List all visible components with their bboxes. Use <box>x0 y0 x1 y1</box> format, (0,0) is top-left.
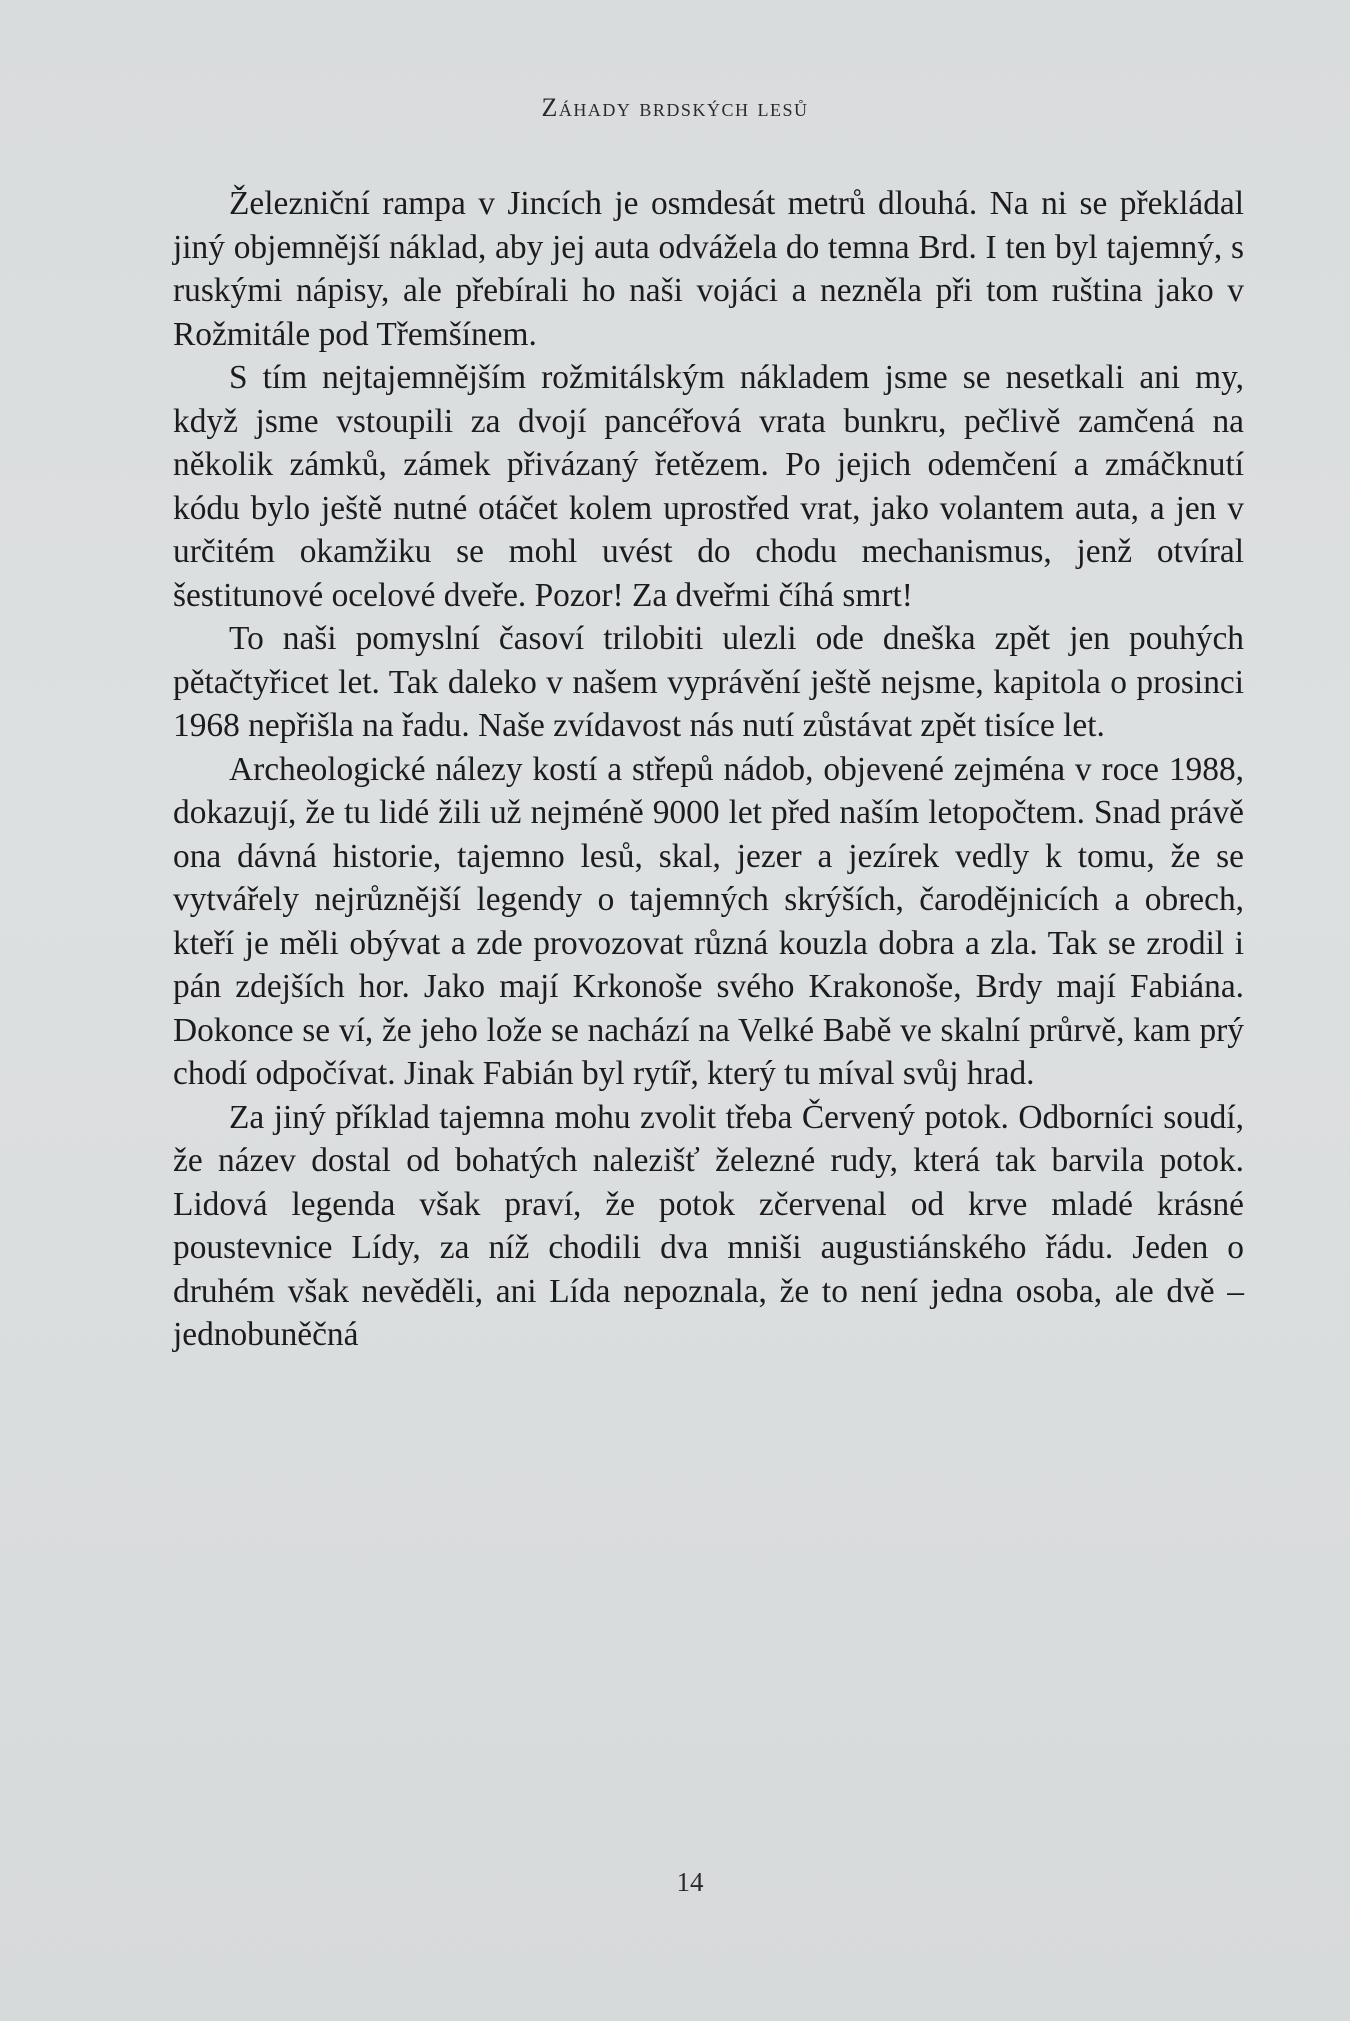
paragraph: To naši pomyslní časoví trilobiti ulezli ode dneška zpět jen pouhých pětačtyřicet let. Tak daleko v našem vyprávění ještě nejsme, kapitola o prosinci 1968 nepřišla na řadu. Naše zvídavost nás nutí zůstávat zpět tisíce let. <box>173 620 1244 744</box>
paragraph: S tím nejtajemnějším rožmitálským nákladem jsme se nesetkali ani my, když jsme vstoupili za dvojí pancéřová vrata bunkru, pečlivě zamčená na několik zámků, zámek přivázaný řetězem. Po jejich odemčení a zmáčknutí kódu bylo ještě nutné otáčet kolem uprostřed vrat, jako volantem auta, a jen v určitém okamžiku se mohl uvést do chodu mechanismus, jenž otvíral šestitunové ocelové dveře. Pozor! Za dveřmi číhá smrt! <box>173 359 1244 614</box>
body-text <box>173 182 1244 1357</box>
paragraph: Archeologické nálezy kostí a střepů nádob, objevené zejména v roce 1988, dokazují, že tu lidé žili už nejméně 9000 let před naším letopočtem. Snad právě ona dávná historie, tajemno lesů, skal, jezer a jezírek vedly k tomu, že se vytvářely nejrůznější legendy o tajemných skrýších, čarodějnicích a obrech, kteří je měli obývat a zde provozovat různá kouzla dobra a zla. Tak se zrodil i pán zdejších hor. Jako mají Krkonoše svého Krakonoše, Brdy mají Fabiána. Dokonce se ví, že jeho lože se nachází na Velké Babě ve skalní průrvě, kam prý chodí odpočívat. Jinak Fabián byl rytíř, který tu míval svůj hrad. <box>173 750 1244 1092</box>
page-number: 14 <box>676 1867 704 1897</box>
running-head: Záhady brdských lesů <box>541 93 809 122</box>
paragraph: Železniční rampa v Jincích je osmdesát metrů dlouhá. Na ni se překládal jiný objemnější náklad, aby jej auta odvážela do temna Brd. I ten byl tajemný, s ruskými nápisy, ale přebírali ho naši vojáci a nezněla při tom ruština jako v Rožmitále pod Třemšínem. <box>173 185 1244 353</box>
paragraph: Za jiný příklad tajemna mohu zvolit třeba Červený potok. Odborníci soudí, že název dostal od bohatých nalezišť železné rudy, která tak barvila potok. Lidová legenda však praví, že potok zčervenal od krve mladé krásné poustevnice Lídy, za níž chodili dva mniši augustiánského řádu. Jeden o druhém však nevěděli, ani Lída nepoznala, že to není jedna osoba, ale dvě – jednobuněčná <box>173 1098 1244 1353</box>
